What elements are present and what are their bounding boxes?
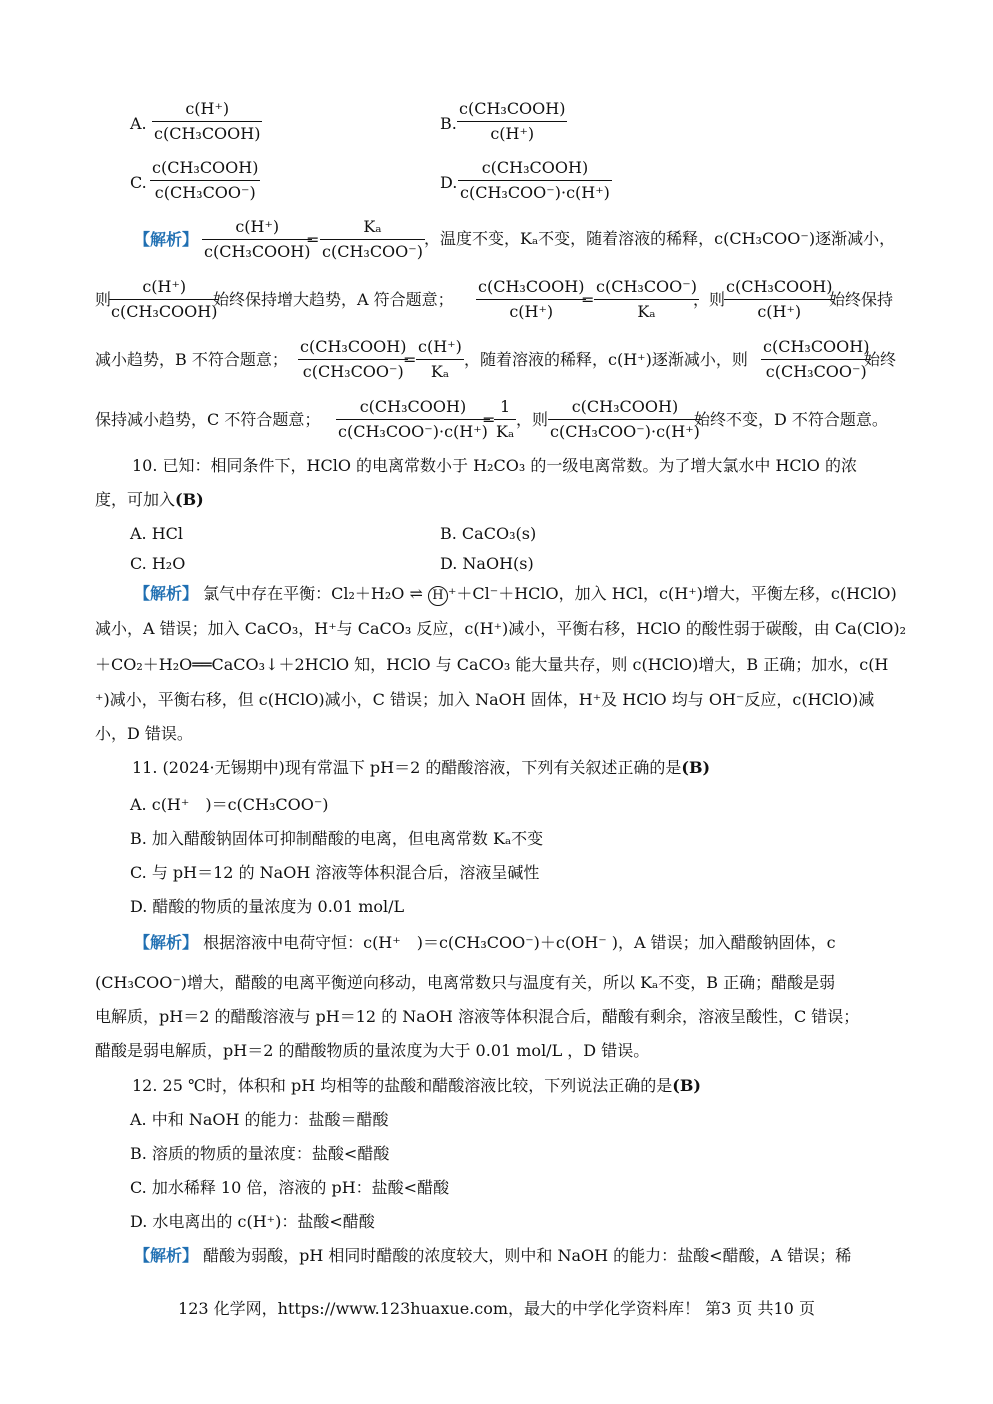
analysis-text: 减小趋势，B 不符合题意；	[95, 350, 288, 369]
q11-option-a: A. c(H⁺ )＝c(CH₃COO⁻)	[130, 795, 329, 814]
fraction-denominator: c(CH₃COO⁻)·c(H⁺)	[550, 421, 700, 441]
analysis-text: 保持减小趋势，C 不符合题意；	[95, 410, 321, 429]
analysis-text: ⁺＋Cl⁻＋HClO，加入 HCl，c(H⁺)增大，平衡左移，c(HClO)	[447, 584, 897, 603]
equals-sign: =	[403, 350, 417, 369]
q12-option-d: D. 水电离出的 c(H⁺)：盐酸<醋酸	[130, 1212, 375, 1231]
analysis-fraction	[336, 398, 490, 440]
analysis-text: 醋酸为弱酸，pH 相同时醋酸的浓度较大，则中和 NaOH 的能力：盐酸<醋酸，A 错误；稀	[198, 1246, 852, 1265]
analysis-fraction	[320, 218, 425, 260]
analysis-tag: 【解析】	[134, 230, 199, 249]
analysis-text: ，随着溶液的稀释，c(H⁺)逐渐减小，则	[464, 350, 748, 369]
analysis-fraction	[724, 278, 834, 320]
fraction-numerator: c(CH₃COO⁻)	[594, 278, 699, 300]
q9-option-a-fraction	[152, 100, 262, 142]
q9-option-a-label: A.	[130, 114, 147, 133]
q9-option-c-label: C.	[130, 173, 147, 192]
fraction-numerator: c(CH₃COOH)	[298, 338, 408, 360]
fraction-numerator: c(CH₃COOH)	[150, 159, 260, 181]
analysis-fraction	[416, 338, 464, 380]
analysis-fraction	[476, 278, 586, 320]
analysis-tag: 【解析】	[134, 1246, 199, 1265]
q9-option-b-fraction	[457, 100, 567, 142]
analysis-text: 电解质，pH＝2 的醋酸溶液与 pH＝12 的 NaOH 溶液等体积混合后，醋酸有剩余，溶液呈酸性，C 错误；	[95, 1007, 860, 1026]
analysis-line	[134, 586, 897, 606]
question-stem: 10. 已知：相同条件下，HClO 的电离常数小于 H₂CO₃ 的一级电离常数。为了增大氯水中 HClO 的浓	[132, 456, 857, 475]
q12-option-b: B. 溶质的物质的量浓度：盐酸<醋酸	[130, 1144, 390, 1163]
fraction-denominator: c(H⁺)	[509, 301, 554, 321]
fraction-denominator: c(CH₃COO⁻)·c(H⁺)	[460, 182, 610, 202]
analysis-text: 减小，A 错误；加入 CaCO₃，H⁺与 CaCO₃ 反应，c(H⁺)减小，平衡右移，HClO 的酸性弱于碳酸，由 Ca(ClO)₂	[95, 619, 907, 638]
analysis-text: 醋酸是弱电解质，pH＝2 的醋酸物质的量浓度为大于 0.01 mol/L ，D 错误。	[95, 1041, 650, 1060]
q10-option-b: B. CaCO₃(s)	[440, 524, 537, 543]
analysis-text: ，温度不变，Kₐ不变，随着溶液的稀释，c(CH₃COO⁻)逐渐减小，	[424, 229, 896, 248]
question-stem-text: 12. 25 ℃时，体积和 pH 均相等的盐酸和醋酸溶液比较，下列说法正确的是	[132, 1076, 673, 1095]
fraction-denominator: c(CH₃COO⁻)	[322, 241, 423, 261]
fraction-numerator: c(CH₃COOH)	[336, 398, 490, 420]
answer: (B)	[672, 1076, 701, 1095]
analysis-text: 始终保持增大趋势，A 符合题意；	[213, 290, 454, 309]
fraction-denominator: c(H⁺)	[757, 301, 802, 321]
fraction-denominator: c(H⁺)	[490, 123, 535, 143]
q10-option-c: C. H₂O	[130, 554, 186, 573]
analysis-text: 根据溶液中电荷守恒：c(H⁺ )＝c(CH₃COO⁻)＋c(OH⁻ )，A 错误；加入醋酸钠固体，c	[198, 933, 836, 952]
analysis-text: ，则	[516, 410, 549, 429]
fraction-denominator: c(CH₃COOH)	[111, 301, 218, 321]
q10-option-d: D. NaOH(s)	[440, 554, 534, 573]
analysis-text: (CH₃COO⁻)增大，醋酸的电离平衡逆向移动，电离常数只与温度有关，所以 Kₐ不变，B 正确；醋酸是弱	[95, 973, 836, 992]
analysis-fraction	[594, 278, 699, 320]
question-stem-text: 度，可加入	[95, 490, 176, 509]
analysis-text: 始终保持	[829, 290, 894, 309]
answer: (B)	[175, 490, 204, 509]
fraction-numerator: c(H⁺)	[109, 278, 219, 300]
question-stem	[132, 760, 710, 776]
analysis-text: 始终不变，D 不符合题意。	[694, 410, 888, 429]
analysis-tag: 【解析】	[134, 584, 199, 603]
analysis-text: 则	[95, 290, 112, 309]
analysis-text: ，则	[693, 290, 726, 309]
q11-option-b: B. 加入醋酸钠固体可抑制醋酸的电离，但电离常数 Kₐ不变	[130, 829, 544, 848]
answer: (B)	[681, 758, 711, 777]
fraction-denominator: c(CH₃COO⁻)	[302, 361, 404, 381]
analysis-fraction	[761, 338, 871, 380]
q9-option-d-label: D.	[440, 173, 458, 192]
question-stem	[95, 492, 204, 508]
analysis-text: ＋CO₂＋H₂O══CaCO₃↓＋2HClO 知，HClO 与 CaCO₃ 能大量共存，则 c(HClO)增大，B 正确；加水，c(H	[95, 655, 889, 674]
fraction-denominator: c(CH₃COO⁻)·c(H⁺)	[338, 421, 488, 441]
fraction-numerator: c(H⁺)	[202, 218, 312, 240]
equals-sign: =	[482, 410, 496, 429]
fraction-numerator: Kₐ	[320, 218, 425, 240]
q10-option-a: A. HCl	[130, 524, 184, 543]
page-footer: 123 化学网，https://www.123huaxue.com，最大的中学化学资料库！ 第3 页 共10 页	[178, 1299, 815, 1318]
analysis-line	[134, 935, 836, 951]
equals-sign: =	[581, 290, 595, 309]
analysis-tag: 【解析】	[134, 933, 199, 952]
analysis-fraction	[548, 398, 702, 440]
analysis-line	[134, 1248, 851, 1264]
q9-option-d-fraction	[458, 159, 612, 201]
question-stem-text: 11. (2024·无锡期中)现有常温下 pH＝2 的醋酸溶液，下列有关叙述正确的是	[132, 758, 682, 777]
fraction-numerator: c(CH₃COOH)	[761, 338, 871, 360]
fraction-denominator: c(CH₃COOH)	[154, 123, 261, 143]
fraction-numerator: c(H⁺)	[416, 338, 464, 360]
circled-h: H	[428, 586, 448, 606]
q9-option-c-fraction	[150, 159, 260, 201]
analysis-text: 始终	[864, 350, 897, 369]
q12-option-c: C. 加水稀释 10 倍，溶液的 pH：盐酸<醋酸	[130, 1178, 450, 1197]
fraction-numerator: 1	[494, 398, 516, 420]
analysis-fraction	[494, 398, 516, 440]
analysis-fraction	[109, 278, 219, 320]
analysis-text: ⁺)减小，平衡右移，但 c(HClO)减小，C 错误；加入 NaOH 固体，H⁺及 HClO 均与 OH⁻反应，c(HClO)减	[95, 690, 875, 709]
fraction-denominator: Kₐ	[637, 301, 656, 321]
fraction-numerator: c(CH₃COOH)	[458, 159, 612, 181]
q12-option-a: A. 中和 NaOH 的能力：盐酸＝醋酸	[130, 1110, 389, 1129]
fraction-numerator: c(CH₃COOH)	[476, 278, 586, 300]
fraction-denominator: c(CH₃COO⁻)	[765, 361, 867, 381]
analysis-fraction	[202, 218, 312, 260]
fraction-numerator: c(H⁺)	[152, 100, 262, 122]
question-stem	[132, 1078, 701, 1094]
analysis-text: 小，D 错误。	[95, 724, 193, 743]
q9-option-b-label: B.	[440, 114, 457, 133]
analysis-fraction	[298, 338, 408, 380]
q11-option-c: C. 与 pH＝12 的 NaOH 溶液等体积混合后，溶液呈碱性	[130, 863, 540, 882]
q11-option-d: D. 醋酸的物质的量浓度为 0.01 mol/L	[130, 897, 405, 916]
fraction-numerator: c(CH₃COOH)	[548, 398, 702, 420]
fraction-denominator: Kₐ	[496, 421, 515, 441]
fraction-denominator: c(CH₃COO⁻)	[154, 182, 256, 202]
fraction-numerator: c(CH₃COOH)	[724, 278, 834, 300]
equals-sign: =	[306, 230, 320, 249]
fraction-denominator: Kₐ	[430, 361, 449, 381]
fraction-numerator: c(CH₃COOH)	[457, 100, 567, 122]
fraction-denominator: c(CH₃COOH)	[204, 241, 311, 261]
analysis-text: 氯气中存在平衡：Cl₂＋H₂O ⇌	[203, 584, 428, 603]
